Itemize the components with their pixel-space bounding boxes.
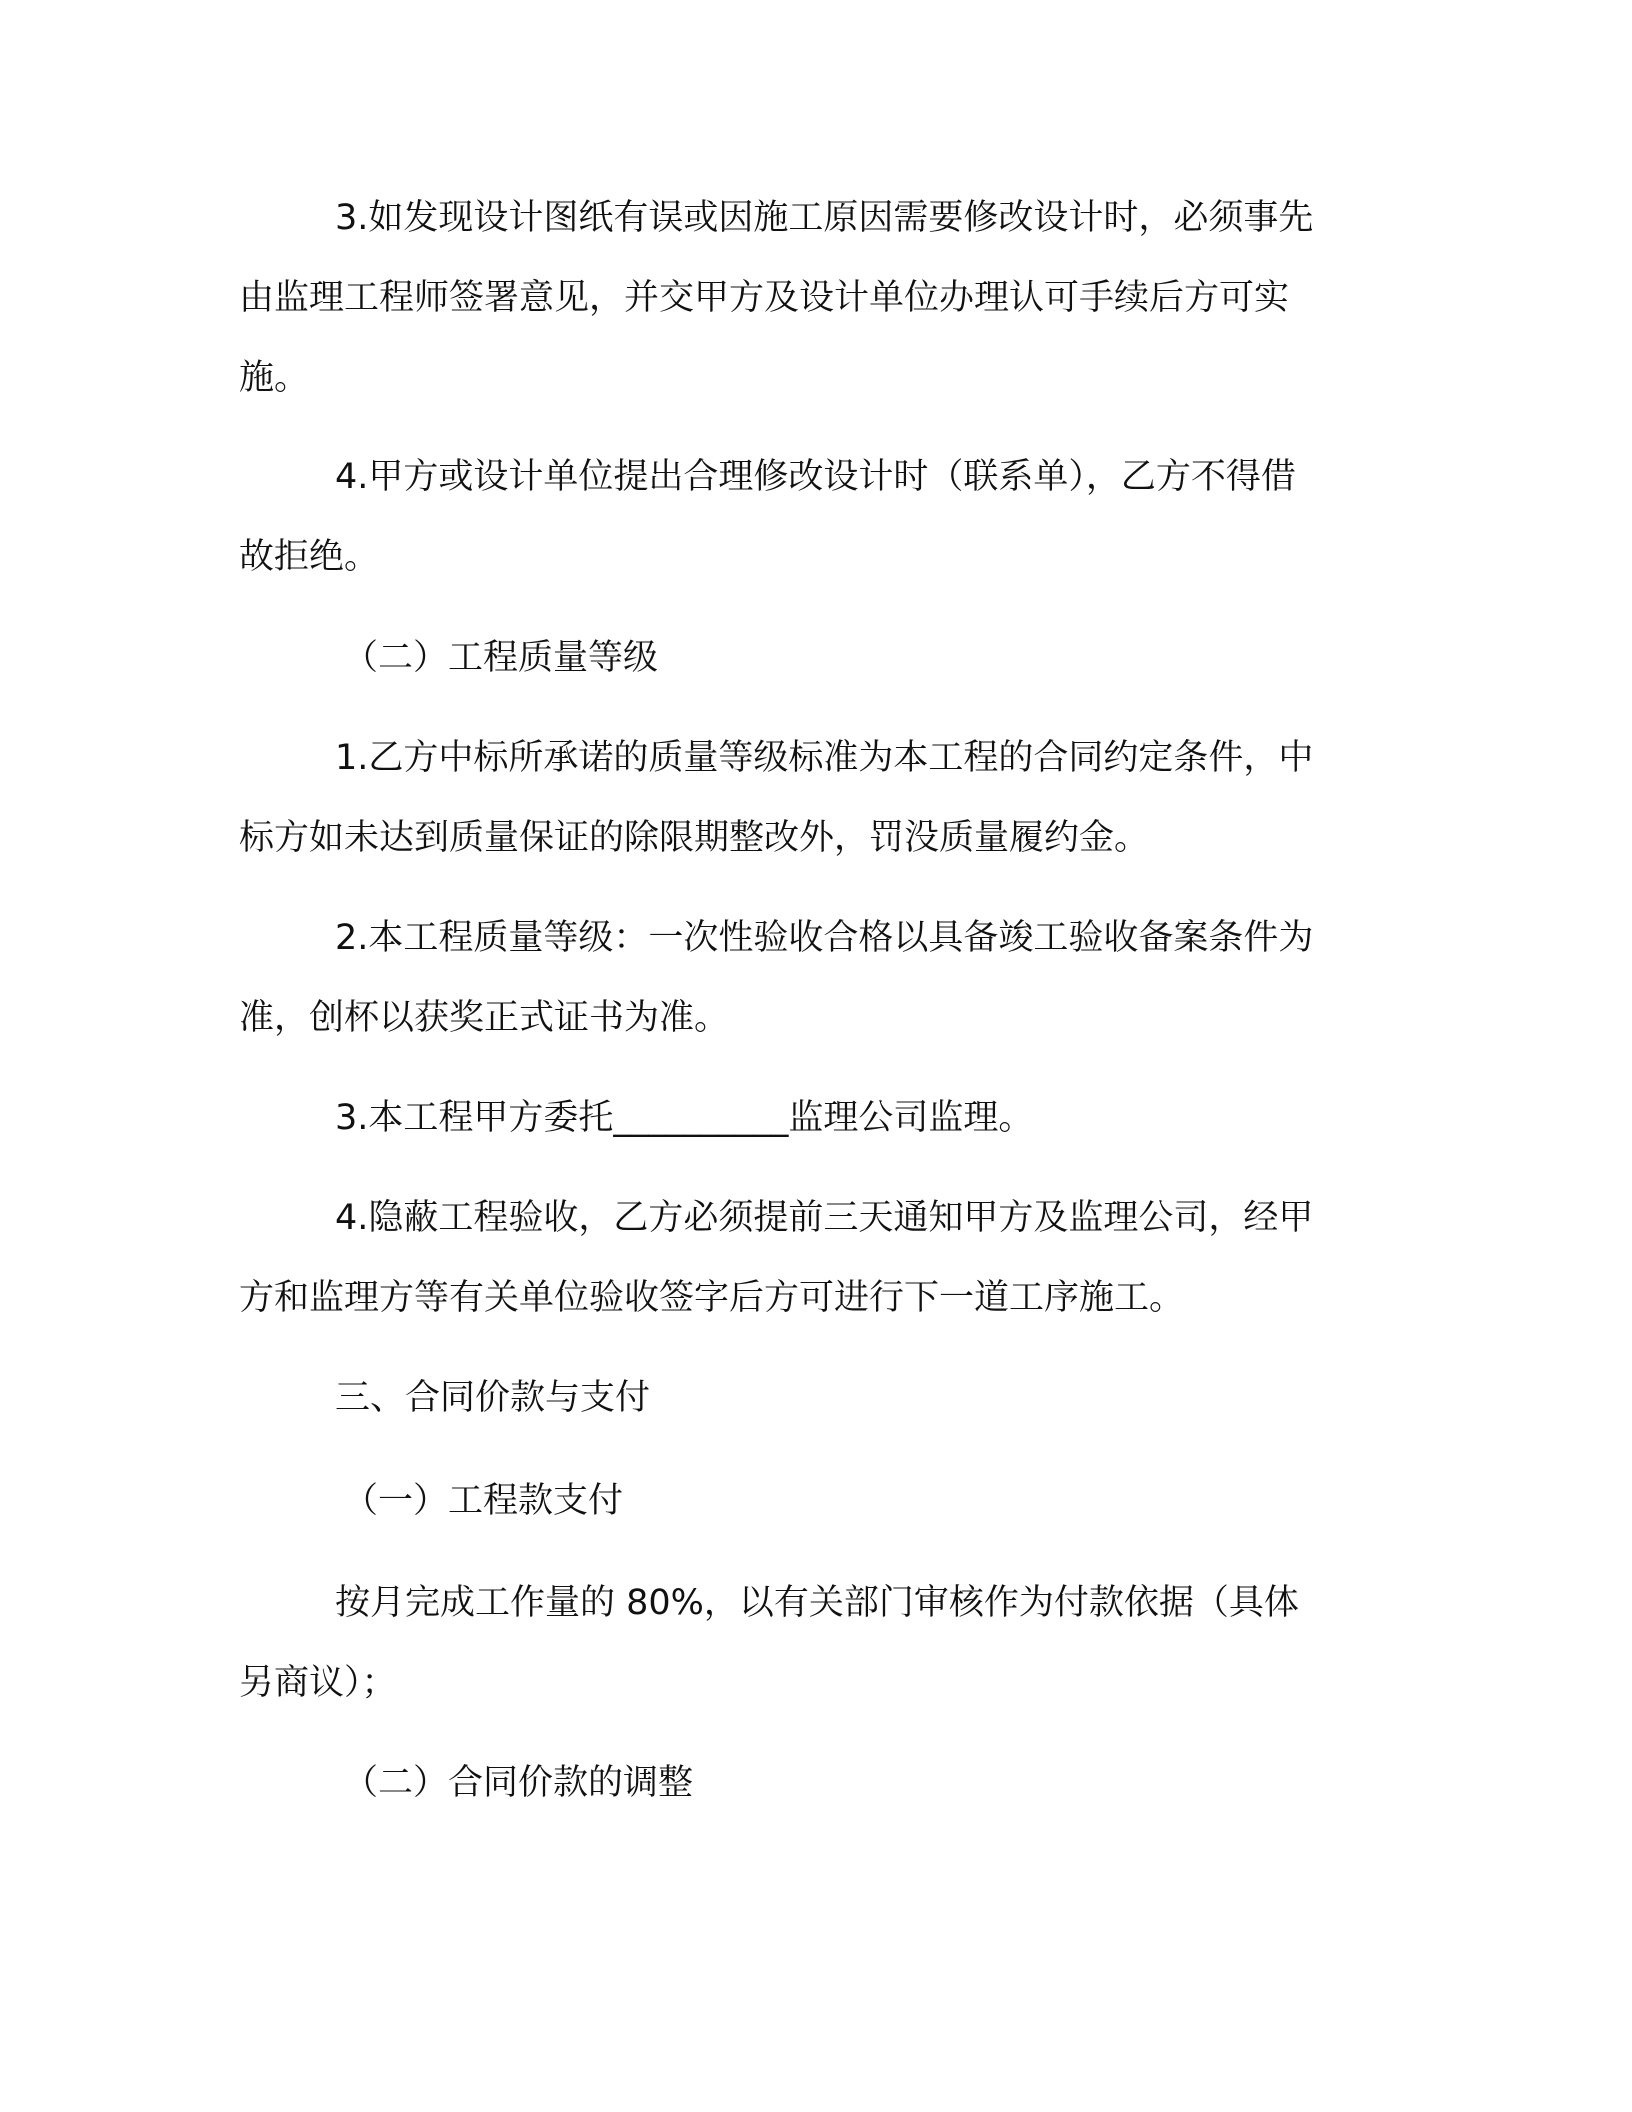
paragraph-quality-level	[239, 898, 1369, 1058]
paragraph-line: 按月完成工作量的 80%，以有关部门审核作为付款依据（具体	[335, 1583, 1299, 1623]
paragraph-bid-quality	[239, 718, 1369, 878]
paragraph-line: 故拒绝。	[239, 537, 380, 577]
paragraph-concealed-works	[239, 1178, 1369, 1338]
section-heading-price-adjustment	[239, 1743, 1369, 1823]
paragraph-line: 标方如未达到质量保证的除限期整改外，罚没质量履约金。	[239, 818, 1150, 858]
paragraph-line: 由监理工程师签署意见，并交甲方及设计单位办理认可手续后方可实	[239, 278, 1290, 318]
heading-line: （二）工程质量等级	[343, 638, 659, 678]
section-heading-contract-price	[239, 1358, 1369, 1438]
paragraph-line: 准，创杯以获奖正式证书为准。	[239, 998, 730, 1038]
paragraph-line: 3.如发现设计图纸有误或因施工原因需要修改设计时，必须事先	[335, 198, 1314, 238]
section-heading-quality-grade	[239, 618, 1369, 698]
paragraph-line: 2.本工程质量等级：一次性验收合格以具备竣工验收备案条件为	[335, 918, 1314, 958]
paragraph-line: 施。	[239, 358, 310, 398]
heading-line: （一）工程款支付	[343, 1481, 624, 1521]
paragraph-line: 3.本工程甲方委托__________监理公司监理。	[335, 1098, 1034, 1138]
paragraph-supervision-company	[239, 1078, 1369, 1158]
paragraph-reasonable-change	[239, 437, 1369, 597]
heading-line: （二）合同价款的调整	[343, 1763, 694, 1803]
section-heading-payment	[239, 1461, 1369, 1541]
paragraph-line: 1.乙方中标所承诺的质量等级标准为本工程的合同约定条件，中	[335, 738, 1314, 778]
heading-line: 三、合同价款与支付	[335, 1378, 651, 1418]
paragraph-line: 4.隐蔽工程验收，乙方必须提前三天通知甲方及监理公司，经甲	[335, 1198, 1314, 1238]
paragraph-line: 方和监理方等有关单位验收签字后方可进行下一道工序施工。	[239, 1278, 1185, 1318]
paragraph-monthly-payment	[239, 1563, 1369, 1723]
paragraph-line: 另商议）；	[239, 1663, 397, 1703]
paragraph-design-change	[239, 178, 1369, 418]
paragraph-line: 4.甲方或设计单位提出合理修改设计时（联系单），乙方不得借	[335, 457, 1296, 497]
